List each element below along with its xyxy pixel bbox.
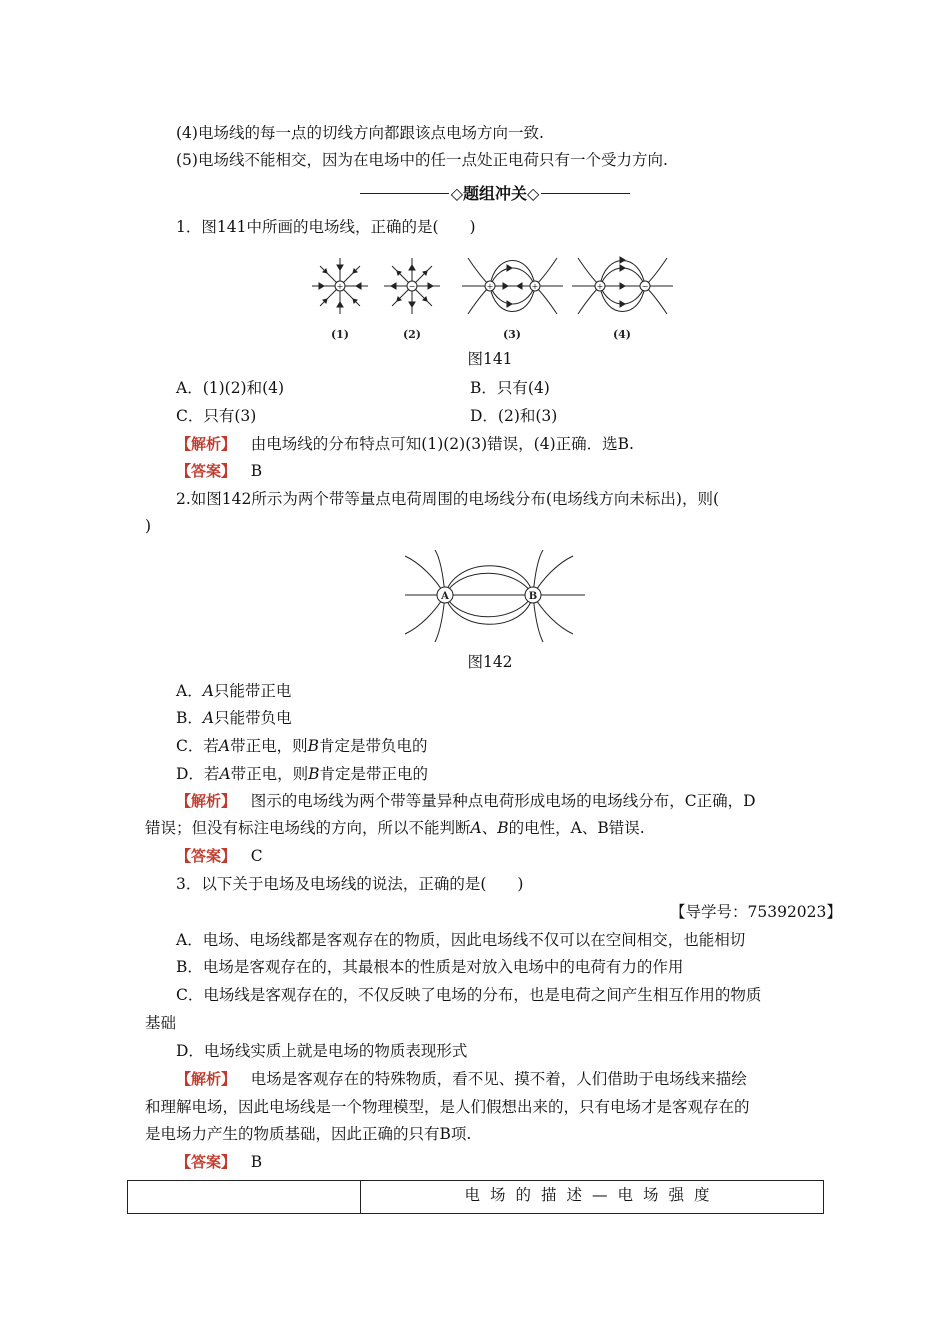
q2-option-b-text: 只能带负电 — [214, 709, 292, 727]
q2-answer-tag: 【答案】 — [176, 847, 237, 865]
q2-option-a-text: 只能带正电 — [213, 682, 292, 700]
table-cell-title: 电场的描述—电场强度 — [361, 1181, 824, 1214]
q1-answer-text: B — [250, 462, 263, 480]
section-table — [127, 1180, 824, 1214]
q3-option-c-line-2: 基础 — [145, 1014, 177, 1032]
q2-analysis-text-1: 图示的电场线为两个带等量异种点电荷形成电场的电场线分布，C正确，D — [250, 792, 756, 810]
table-cell-left — [128, 1181, 361, 1214]
q2-analysis-var-a: A — [470, 819, 482, 837]
q2-option-a — [176, 680, 291, 702]
q2-charge-a: A — [441, 591, 449, 602]
q3-option-c-line-1: C．电场线是客观存在的，不仅反映了电场的分布，也是电荷之间产生相互作用的物质 — [176, 986, 762, 1004]
q3-analysis-line-2: 和理解电场，因此电场线是一个物理模型，是人们假想出来的，只有电场才是客观存在的 — [145, 1098, 750, 1116]
q2-option-d-var2: B — [308, 765, 320, 783]
q2-option-d-var1: A — [219, 765, 231, 783]
q2-option-c-text: 肯定是带负电的 — [318, 737, 428, 755]
q1-option-a: A．(1)(2)和(4) — [176, 379, 285, 397]
q1-fig-label-1: (1) — [330, 328, 350, 341]
q2-stem-line-2: ) — [145, 517, 152, 535]
q1-analysis — [176, 433, 634, 455]
q2-option-c — [176, 735, 428, 757]
q2-option-c-var2: B — [307, 737, 319, 755]
q3-analysis-tag: 【解析】 — [176, 1070, 237, 1088]
svg-text:+: + — [336, 282, 344, 291]
q3-analysis-line-3: 是电场力产生的物质基础，因此正确的只有B项. — [145, 1125, 472, 1143]
q2-charge-b: B — [528, 591, 538, 602]
q2-analysis-text-3: 的电性，A、B错误. — [508, 819, 645, 837]
q2-option-c-var1: A — [218, 737, 231, 755]
q1-fig3-field — [462, 258, 563, 314]
q2-option-d-mid: 带正电，则 — [230, 765, 309, 783]
table-row — [128, 1181, 824, 1214]
q2-option-d-text: 肯定是带正电的 — [319, 765, 429, 783]
q3-option-a: A．电场、电场线都是客观存在的物质，因此电场线不仅可以在空间相交，也能相切 — [176, 931, 746, 949]
q2-analysis-line-2 — [145, 817, 645, 839]
q2-answer — [176, 845, 263, 867]
q1-fig4-field — [572, 257, 673, 314]
svg-text:−: − — [641, 282, 649, 291]
svg-text:+: + — [596, 282, 604, 291]
q3-analysis-text-1: 电场是客观存在的特殊物质，看不见、摸不着，人们借助于电场线来描绘 — [250, 1070, 747, 1088]
q3-option-b: B．电场是客观存在的，其最根本的性质是对放入电场中的电荷有力的作用 — [176, 958, 684, 976]
q2-option-c-mid: 带正电，则 — [230, 737, 308, 755]
q2-figure — [395, 548, 595, 648]
q2-option-b-prefix: B． — [176, 709, 203, 727]
q2-option-a-var: A — [202, 682, 214, 700]
q2-option-d — [176, 763, 428, 785]
q2-analysis-var-b: B — [497, 819, 509, 837]
q1-fig1-field — [312, 258, 368, 314]
svg-text:+: + — [531, 282, 539, 291]
q1-stem: 1．图141中所画的电场线，正确的是( ) — [176, 218, 476, 236]
svg-text:−: − — [408, 282, 416, 291]
q1-analysis-text: 由电场线的分布特点可知(1)(2)(3)错误，(4)正确．选B. — [250, 435, 634, 453]
q2-answer-text: C — [250, 847, 263, 865]
q2-analysis-sep: 、 — [481, 819, 498, 837]
intro-line-5: (5)电场线不能相交，因为在电场中的任一点处正电荷只有一个受力方向. — [176, 151, 668, 169]
section-header-title: ◇题组冲关◇ — [450, 184, 540, 203]
q2-option-c-prefix: C．若 — [176, 737, 219, 755]
q3-answer — [176, 1151, 262, 1173]
q2-option-a-prefix: A． — [176, 682, 203, 700]
q1-fig2-field — [384, 258, 440, 314]
q1-fig-label-3: (3) — [502, 328, 522, 341]
q2-option-b-var: A — [202, 709, 215, 727]
q1-option-c: C．只有(3) — [176, 407, 257, 425]
q1-figure — [300, 248, 690, 344]
q3-stem: 3．以下关于电场及电场线的说法，正确的是( ) — [176, 875, 524, 893]
q1-option-b: B．只有(4) — [470, 379, 550, 397]
q1-caption: 图141 — [467, 350, 513, 368]
section-header — [360, 182, 630, 206]
q1-fig-label-4: (4) — [612, 328, 632, 341]
q1-analysis-tag: 【解析】 — [176, 435, 237, 453]
q1-answer — [176, 460, 262, 482]
q3-analysis-line-1 — [176, 1068, 747, 1090]
intro-line-4: (4)电场线的每一点的切线方向都跟该点电场方向一致. — [176, 124, 544, 142]
q3-answer-tag: 【答案】 — [176, 1153, 237, 1171]
q2-option-b — [176, 707, 292, 729]
q2-stem-line-1: 2.如图142所示为两个带等量点电荷周围的电场线分布(电场线方向未标出)，则( — [176, 490, 720, 508]
q3-answer-text: B — [250, 1153, 263, 1171]
q1-option-d: D．(2)和(3) — [470, 407, 558, 425]
q2-caption: 图142 — [467, 653, 513, 671]
q1-fig-label-2: (2) — [402, 328, 422, 341]
q3-guide-number: 【导学号：75392023】 — [670, 903, 842, 921]
q2-option-d-prefix: D．若 — [176, 765, 220, 783]
q2-analysis-text-2: 错误；但没有标注电场线的方向，所以不能判断 — [145, 819, 471, 837]
q1-answer-tag: 【答案】 — [176, 462, 237, 480]
q2-analysis-line-1 — [176, 790, 756, 812]
q3-option-d: D．电场线实质上就是电场的物质表现形式 — [176, 1042, 468, 1060]
q2-analysis-tag: 【解析】 — [176, 792, 237, 810]
svg-text:+: + — [486, 282, 494, 291]
